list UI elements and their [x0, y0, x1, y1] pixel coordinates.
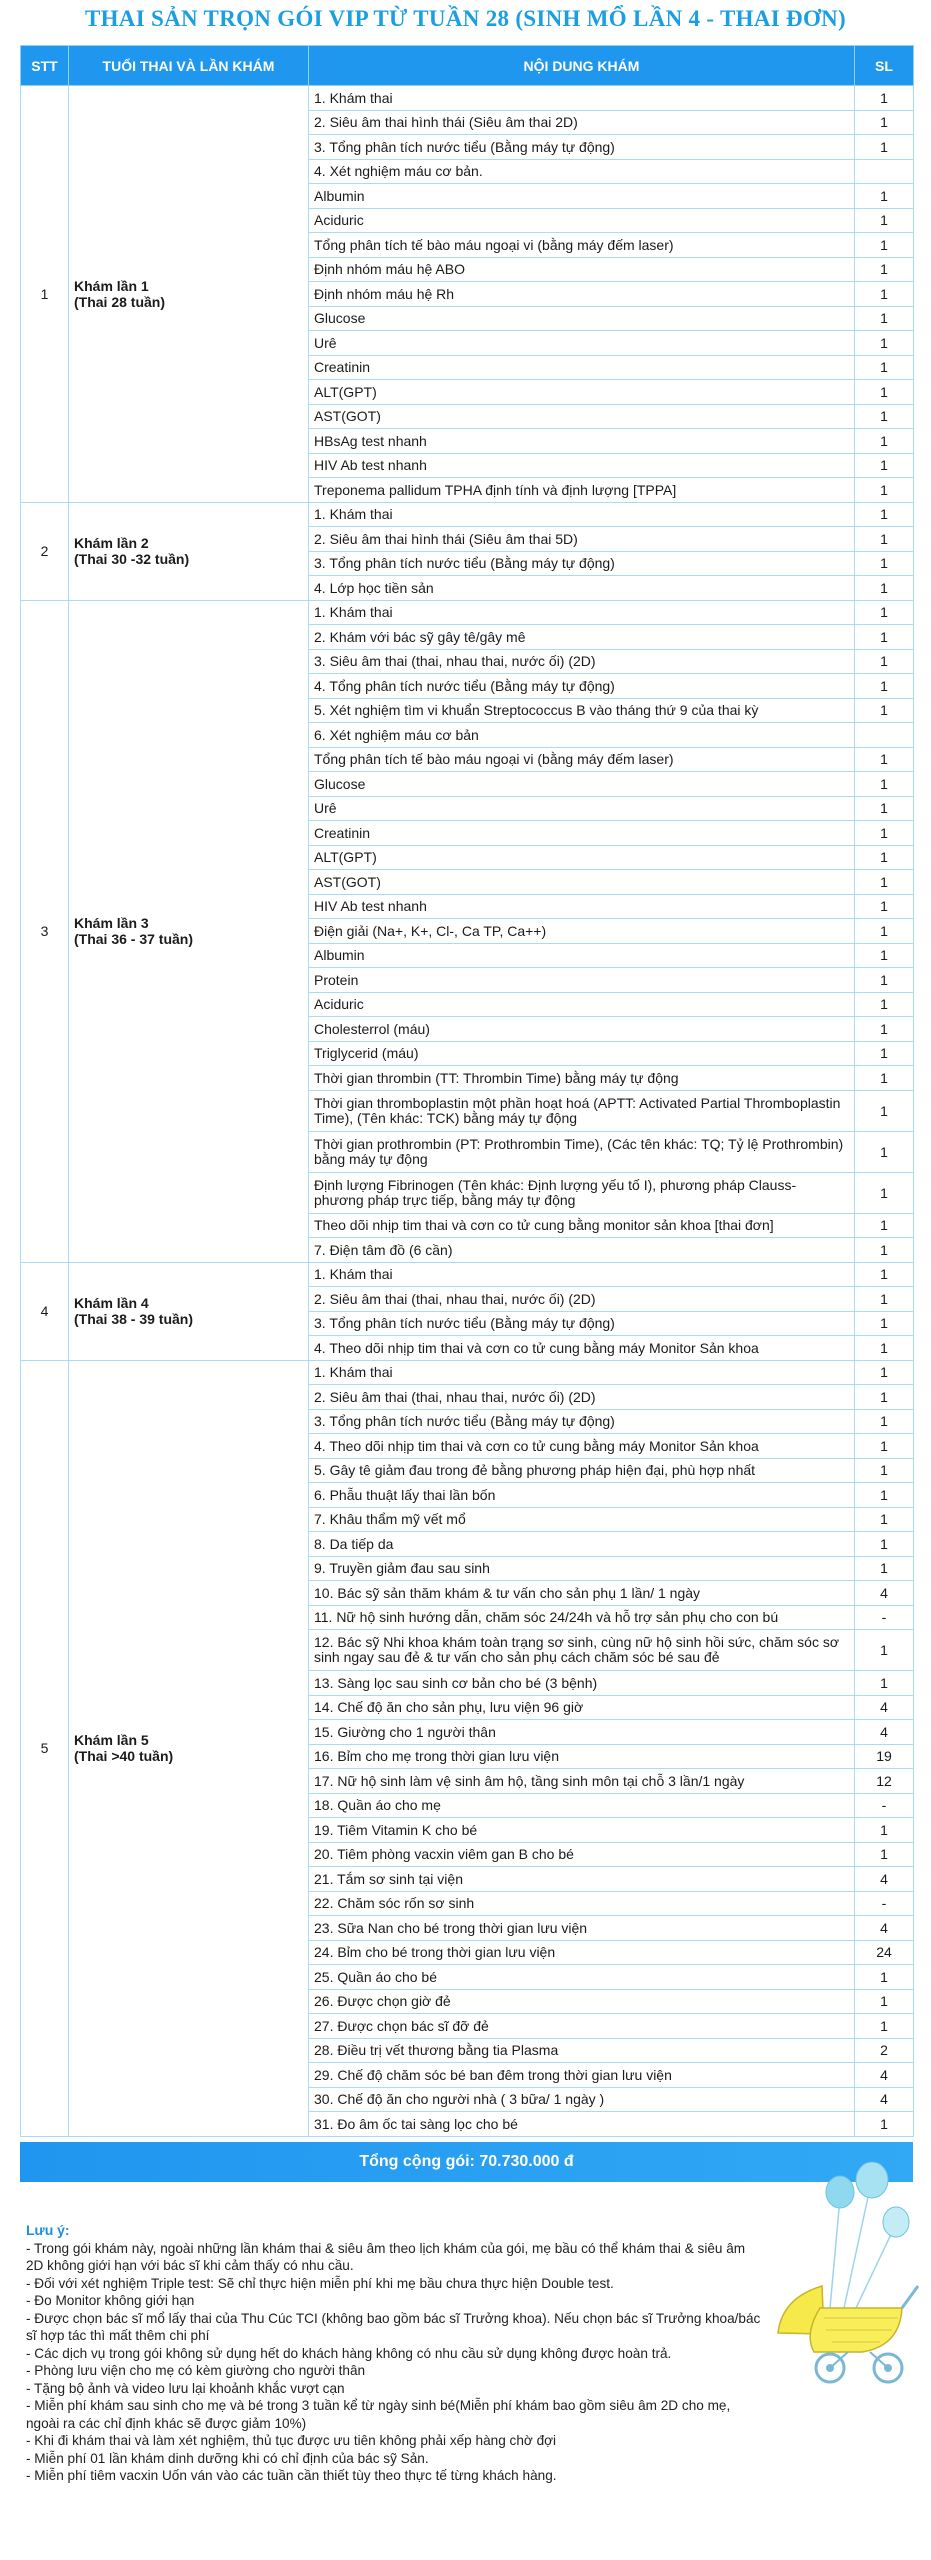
note-item: - Miễn phí 01 lần khám dinh dưỡng khi có chỉ định của bác sỹ Sản.	[26, 2450, 429, 2466]
exam-item: Treponema pallidum TPHA định tính và định lượng [TPPA]	[309, 478, 855, 503]
table-row	[21, 86, 914, 111]
exam-qty: 1	[855, 551, 914, 576]
note-item: - Tặng bộ ảnh và video lưu lại khoảnh khắc vượt cạn	[26, 2380, 345, 2396]
exam-qty: 1	[855, 1409, 914, 1434]
exam-item: Aciduric	[309, 208, 855, 233]
exam-item: Protein	[309, 968, 855, 993]
exam-qty: 1	[855, 894, 914, 919]
table-row	[21, 502, 914, 527]
exam-item: 5. Gây tê giảm đau trong đẻ bằng phương pháp hiện đại, phù hợp nhất	[309, 1458, 855, 1483]
exam-qty: 1	[855, 1989, 914, 2014]
exam-qty: 1	[855, 306, 914, 331]
visit-number: 4	[21, 1262, 69, 1360]
baby-carriage-with-balloons-icon	[752, 2158, 922, 2388]
visit-number: 1	[21, 86, 69, 503]
exam-item: 30. Chế độ ăn cho người nhà ( 3 bữa/ 1 ngày )	[309, 2087, 855, 2112]
exam-qty: 4	[855, 1581, 914, 1606]
exam-qty: 1	[855, 233, 914, 258]
exam-item: 1. Khám thai	[309, 86, 855, 111]
exam-qty: 1	[855, 747, 914, 772]
exam-qty: -	[855, 1793, 914, 1818]
exam-qty: 4	[855, 1867, 914, 1892]
visit-name: Khám lần 4	[74, 1295, 149, 1311]
total-price: Tổng cộng gói: 70.730.000 đ	[20, 2142, 913, 2182]
exam-qty: 1	[855, 1360, 914, 1385]
exam-qty: 1	[855, 1017, 914, 1042]
exam-item: Creatinin	[309, 821, 855, 846]
exam-item: 22. Chăm sóc rốn sơ sinh	[309, 1891, 855, 1916]
exam-item: Định nhóm máu hệ ABO	[309, 257, 855, 282]
exam-qty: 1	[855, 380, 914, 405]
exam-item: 1. Khám thai	[309, 600, 855, 625]
exam-qty: 1	[855, 1483, 914, 1508]
exam-item: 23. Sữa Nan cho bé trong thời gian lưu viện	[309, 1916, 855, 1941]
visit-weeks: (Thai 28 tuần)	[74, 293, 166, 310]
exam-item: 3. Tổng phân tích nước tiểu (Bằng máy tự động)	[309, 1311, 855, 1336]
notes-title: Lưu ý:	[26, 2222, 70, 2238]
visit-name: Khám lần 3	[74, 915, 149, 931]
visit-label	[69, 86, 309, 503]
exam-qty: 2	[855, 2038, 914, 2063]
exam-item: Urê	[309, 331, 855, 356]
exam-item: Điện giải (Na+, K+, Cl-, Ca TP, Ca++)	[309, 919, 855, 944]
exam-qty: 1	[855, 478, 914, 503]
exam-item: Cholesterrol (máu)	[309, 1017, 855, 1042]
exam-item: 4. Theo dõi nhịp tim thai và cơn co tử cung bằng máy Monitor Sản khoa	[309, 1336, 855, 1361]
exam-item: 21. Tắm sơ sinh tại viện	[309, 1867, 855, 1892]
exam-item: 17. Nữ hộ sinh làm vệ sinh âm hộ, tầng sinh môn tại chỗ 3 lần/1 ngày	[309, 1769, 855, 1794]
exam-qty: 1	[855, 1458, 914, 1483]
exam-qty: 1	[855, 453, 914, 478]
exam-qty: 1	[855, 1818, 914, 1843]
exam-qty	[855, 723, 914, 748]
visit-number: 5	[21, 1360, 69, 2136]
exam-item: 2. Siêu âm thai hình thái (Siêu âm thai 5D)	[309, 527, 855, 552]
exam-qty: 1	[855, 772, 914, 797]
exam-qty: 1	[855, 404, 914, 429]
exam-qty: 1	[855, 992, 914, 1017]
exam-item: 16. Bỉm cho mẹ trong thời gian lưu viện	[309, 1744, 855, 1769]
exam-item: ALT(GPT)	[309, 845, 855, 870]
exam-item: AST(GOT)	[309, 404, 855, 429]
note-item: - Các dịch vụ trong gói không sử dụng hết do khách hàng không có nhu cầu sử dụng không được hoàn trả.	[26, 2345, 672, 2361]
exam-item: Tổng phân tích tế bào máu ngoại vi (bằng máy đếm laser)	[309, 233, 855, 258]
visit-label	[69, 1262, 309, 1360]
exam-item: 20. Tiêm phòng vacxin viêm gan B cho bé	[309, 1842, 855, 1867]
exam-item: HBsAg test nhanh	[309, 429, 855, 454]
exam-item: 5. Xét nghiệm tìm vi khuẩn Streptococcus B vào tháng thứ 9 của thai kỳ	[309, 698, 855, 723]
exam-item: Triglycerid (máu)	[309, 1041, 855, 1066]
exam-item: Định nhóm máu hệ Rh	[309, 282, 855, 307]
exam-qty: 1	[855, 1671, 914, 1696]
exam-qty: 1	[855, 2014, 914, 2039]
exam-item: 3. Tổng phân tích nước tiểu (Bằng máy tự động)	[309, 551, 855, 576]
exam-qty: 1	[855, 1842, 914, 1867]
exam-qty: 1	[855, 1434, 914, 1459]
exam-item: Tổng phân tích tế bào máu ngoại vi (bằng máy đếm laser)	[309, 747, 855, 772]
exam-item: 4. Theo dõi nhịp tim thai và cơn co tử cung bằng máy Monitor Sản khoa	[309, 1434, 855, 1459]
exam-qty: 1	[855, 821, 914, 846]
exam-item: 9. Truyền giảm đau sau sinh	[309, 1556, 855, 1581]
table-row	[21, 600, 914, 625]
exam-qty: 1	[855, 1507, 914, 1532]
exam-qty: 1	[855, 184, 914, 209]
exam-qty: 1	[855, 943, 914, 968]
exam-item: 1. Khám thai	[309, 1262, 855, 1287]
note-item: - Phòng lưu viện cho mẹ có kèm giường cho người thân	[26, 2363, 366, 2378]
exam-qty: 1	[855, 86, 914, 111]
exam-item: 18. Quần áo cho mẹ	[309, 1793, 855, 1818]
exam-item: 2. Siêu âm thai (thai, nhau thai, nước ối) (2D)	[309, 1287, 855, 1312]
visit-label	[69, 1360, 309, 2136]
exam-item: HIV Ab test nhanh	[309, 894, 855, 919]
exam-qty: 1	[855, 600, 914, 625]
exam-item: Định lượng Fibrinogen (Tên khác: Định lượng yếu tố I), phương pháp Clauss- phương pháp trực tiếp, bằng máy tự động	[309, 1172, 855, 1213]
exam-item: Thời gian thromboplastin một phần hoạt hoá (APTT: Activated Partial Thromboplastin Time), (Tên khác: TCK) bằng máy tự động	[309, 1090, 855, 1131]
exam-qty: 1	[855, 968, 914, 993]
exam-qty: 1	[855, 576, 914, 601]
exam-qty: 1	[855, 1090, 914, 1131]
exam-qty: 1	[855, 796, 914, 821]
exam-item: 3. Siêu âm thai (thai, nhau thai, nước ối) (2D)	[309, 649, 855, 674]
exam-qty: 1	[855, 1336, 914, 1361]
exam-qty: 1	[855, 649, 914, 674]
exam-item: 15. Giường cho 1 người thân	[309, 1720, 855, 1745]
exam-item: 14. Chế độ ăn cho sản phụ, lưu viện 96 giờ	[309, 1695, 855, 1720]
visit-weeks: (Thai >40 tuần)	[74, 1748, 174, 1764]
exam-qty: 1	[855, 527, 914, 552]
note-item: - Khi đi khám thai và làm xét nghiệm, thủ tục được ưu tiên không phải xếp hàng chờ đợi	[26, 2433, 557, 2448]
exam-item: 24. Bỉm cho bé trong thời gian lưu viện	[309, 1940, 855, 1965]
exam-qty: 1	[855, 208, 914, 233]
exam-qty: 1	[855, 2112, 914, 2137]
exam-qty: 1	[855, 135, 914, 160]
table-row	[21, 1360, 914, 1385]
header-qty: SL	[855, 46, 914, 86]
exam-item: Albumin	[309, 184, 855, 209]
exam-qty: 1	[855, 502, 914, 527]
exam-qty: 1	[855, 282, 914, 307]
table-row	[21, 1262, 914, 1287]
exam-item: 1. Khám thai	[309, 1360, 855, 1385]
exam-item: Urê	[309, 796, 855, 821]
exam-qty: 1	[855, 674, 914, 699]
exam-qty: 1	[855, 1385, 914, 1410]
exam-item: 29. Chế độ chăm sóc bé ban đêm trong thời gian lưu viện	[309, 2063, 855, 2088]
note-item: - Đo Monitor không giới hạn	[26, 2293, 195, 2308]
note-item: - Miễn phí khám sau sinh cho mẹ và bé trong 3 tuần kể từ ngày sinh bé(Miễn phí khám bao gồm siêu âm 2D cho mẹ, ngoài ra các chỉ định khác sẽ được giảm 10%)	[26, 2398, 731, 2431]
exam-item: 19. Tiêm Vitamin K cho bé	[309, 1818, 855, 1843]
exam-qty: 4	[855, 1695, 914, 1720]
exam-qty: 1	[855, 1630, 914, 1671]
exam-qty: 1	[855, 1131, 914, 1172]
table-header-row	[21, 46, 914, 86]
exam-qty: 1	[855, 1238, 914, 1263]
exam-qty: 1	[855, 355, 914, 380]
exam-item: Albumin	[309, 943, 855, 968]
exam-qty	[855, 159, 914, 184]
exam-item: 26. Được chọn giờ đẻ	[309, 1989, 855, 2014]
exam-qty: 4	[855, 2087, 914, 2112]
exam-item: 12. Bác sỹ Nhi khoa khám toàn trạng sơ sinh, cùng nữ hộ sinh hồi sức, chăm sóc sơ sinh ngay sau đẻ & tư vấn cho sản phụ cách chăm sóc bé sau đẻ	[309, 1630, 855, 1671]
exam-qty: 1	[855, 1287, 914, 1312]
exam-item: AST(GOT)	[309, 870, 855, 895]
exam-qty: 24	[855, 1940, 914, 1965]
visit-label	[69, 502, 309, 600]
exam-item: Thời gian prothrombin (PT: Prothrombin Time), (Các tên khác: TQ; Tỷ lệ Prothrombin) bằng máy tự động	[309, 1131, 855, 1172]
exam-qty: 1	[855, 1213, 914, 1238]
visit-name: Khám lần 2	[74, 535, 149, 551]
exam-item: 7. Khâu thẩm mỹ vết mổ	[309, 1507, 855, 1532]
exam-qty: 1	[855, 257, 914, 282]
exam-qty: -	[855, 1605, 914, 1630]
exam-qty: 1	[855, 1066, 914, 1091]
exam-qty: 1	[855, 1311, 914, 1336]
exam-item: 2. Khám với bác sỹ gây tê/gây mê	[309, 625, 855, 650]
visit-number: 2	[21, 502, 69, 600]
notes-list	[26, 2240, 766, 2485]
exam-item: 27. Được chọn bác sĩ đỡ đẻ	[309, 2014, 855, 2039]
exam-qty: 1	[855, 110, 914, 135]
visit-name: Khám lần 5	[74, 1732, 149, 1748]
exam-qty: 1	[855, 1172, 914, 1213]
note-item: - Đối với xét nghiệm Triple test: Sẽ chỉ thực hiện miễn phí khi mẹ bầu chưa thực hiện Double test.	[26, 2275, 614, 2291]
exam-qty: 1	[855, 1262, 914, 1287]
exam-item: Theo dõi nhịp tim thai và cơn co tử cung bằng monitor sản khoa [thai đơn]	[309, 1213, 855, 1238]
visit-weeks: (Thai 30 -32 tuần)	[74, 551, 190, 567]
exam-item: HIV Ab test nhanh	[309, 453, 855, 478]
exam-qty: 1	[855, 331, 914, 356]
header-visit: TUỔI THAI VÀ LẦN KHÁM	[69, 46, 309, 86]
exam-item: Glucose	[309, 772, 855, 797]
exam-qty: 1	[855, 1556, 914, 1581]
exam-item: 6. Phẫu thuật lấy thai lần bốn	[309, 1483, 855, 1508]
exam-qty: 1	[855, 1532, 914, 1557]
visit-name: Khám lần 1	[74, 277, 149, 294]
exam-item: 11. Nữ hộ sinh hướng dẫn, chăm sóc 24/24h và hỗ trợ sản phụ cho con bú	[309, 1605, 855, 1630]
exam-item: 4. Lớp học tiền sản	[309, 576, 855, 601]
note-item: - Trong gói khám này, ngoài những lần khám thai & siêu âm theo lịch khám của gói, mẹ bầu có thể khám thai & siêu âm 2D không giới hạn với bác sĩ khi cảm thấy có nhu cầu.	[26, 2240, 746, 2273]
exam-item: Aciduric	[309, 992, 855, 1017]
exam-item: ALT(GPT)	[309, 380, 855, 405]
visit-label	[69, 600, 309, 1262]
exam-item: 31. Đo âm ốc tai sàng lọc cho bé	[309, 2112, 855, 2137]
exam-qty: 1	[855, 625, 914, 650]
note-item: - Được chọn bác sĩ mổ lấy thai của Thu Cúc TCI (không bao gồm bác sĩ Trưởng khoa). Nếu chọn bác sĩ Trưởng khoa/bác sĩ hợp tác thì mất thêm chi phí	[26, 2310, 761, 2343]
exam-item: 10. Bác sỹ sản thăm khám & tư vấn cho sản phụ 1 lần/ 1 ngày	[309, 1581, 855, 1606]
exam-qty: 1	[855, 845, 914, 870]
exam-item: 6. Xét nghiệm máu cơ bản	[309, 723, 855, 748]
header-stt: STT	[21, 46, 69, 86]
notes-section	[26, 2222, 766, 2485]
visit-weeks: (Thai 36 - 37 tuần)	[74, 931, 194, 947]
visit-number: 3	[21, 600, 69, 1262]
exam-item: Creatinin	[309, 355, 855, 380]
exam-qty: 1	[855, 919, 914, 944]
exam-qty: -	[855, 1891, 914, 1916]
exam-item: 2. Siêu âm thai (thai, nhau thai, nước ối) (2D)	[309, 1385, 855, 1410]
exam-item: Thời gian thrombin (TT: Thrombin Time) bằng máy tự động	[309, 1066, 855, 1091]
exam-item: 1. Khám thai	[309, 502, 855, 527]
exam-qty: 1	[855, 1041, 914, 1066]
exam-item: 28. Điều trị vết thương bằng tia Plasma	[309, 2038, 855, 2063]
exam-item: 8. Da tiếp da	[309, 1532, 855, 1557]
header-content: NỘI DUNG KHÁM	[309, 46, 855, 86]
exam-qty: 4	[855, 2063, 914, 2088]
exam-item: Glucose	[309, 306, 855, 331]
visit-weeks: (Thai 38 - 39 tuần)	[74, 1311, 194, 1327]
exam-item: 3. Tổng phân tích nước tiểu (Bằng máy tự động)	[309, 1409, 855, 1434]
exam-qty: 1	[855, 870, 914, 895]
exam-item: 7. Điện tâm đồ (6 cần)	[309, 1238, 855, 1263]
note-item: - Miễn phí tiêm vacxin Uốn ván vào các tuần cần thiết tùy theo thực tế từng khách hàng.	[26, 2468, 557, 2483]
package-table	[20, 45, 914, 2137]
exam-qty: 1	[855, 1965, 914, 1990]
exam-item: 4. Tổng phân tích nước tiểu (Bằng máy tự động)	[309, 674, 855, 699]
exam-item: 25. Quần áo cho bé	[309, 1965, 855, 1990]
exam-item: 13. Sàng lọc sau sinh cơ bản cho bé (3 bệnh)	[309, 1671, 855, 1696]
exam-qty: 1	[855, 698, 914, 723]
exam-qty: 12	[855, 1769, 914, 1794]
exam-item: 4. Xét nghiệm máu cơ bản.	[309, 159, 855, 184]
exam-qty: 4	[855, 1720, 914, 1745]
exam-qty: 19	[855, 1744, 914, 1769]
exam-qty: 1	[855, 429, 914, 454]
exam-item: 3. Tổng phân tích nước tiểu (Bằng máy tự động)	[309, 135, 855, 160]
exam-qty: 4	[855, 1916, 914, 1941]
table-body	[21, 86, 914, 2137]
exam-item: 2. Siêu âm thai hình thái (Siêu âm thai 2D)	[309, 110, 855, 135]
page-title: THAI SẢN TRỌN GÓI VIP TỪ TUẦN 28 (SINH MỔ LẦN 4 - THAI ĐƠN)	[84, 6, 847, 31]
